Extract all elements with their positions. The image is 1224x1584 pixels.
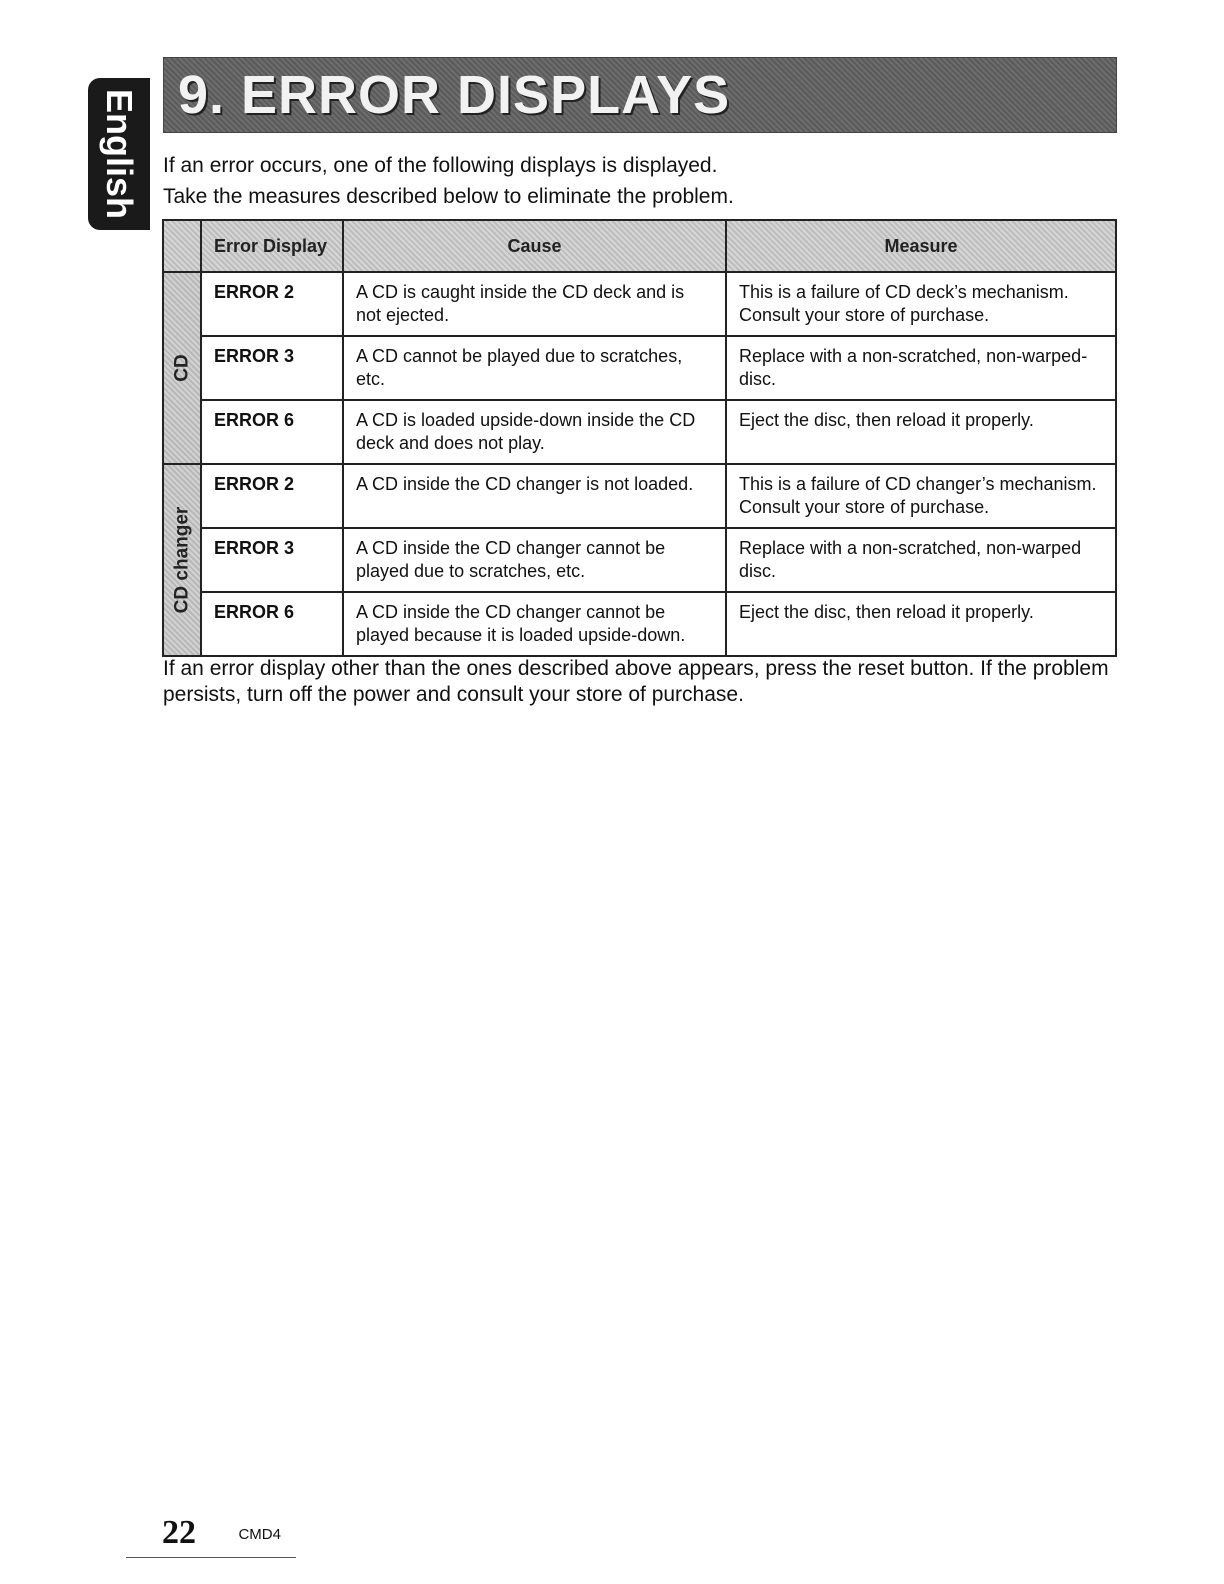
table-row: [163, 528, 1116, 592]
error-table: [162, 219, 1117, 657]
outro-text: If an error display other than the ones described above appears, press the reset button. If the problem persists, turn off the power and consult your store of purchase.: [163, 657, 1109, 706]
intro-line: If an error occurs, one of the following displays is displayed.: [163, 154, 718, 177]
error-cause: A CD cannot be played due to scratches, etc.: [343, 336, 726, 400]
header-cause: Cause: [343, 220, 726, 272]
page-title: 9. ERROR DISPLAYS: [178, 65, 731, 125]
table-row: [163, 592, 1116, 656]
table-row: [163, 464, 1116, 528]
group-label: CD: [171, 354, 193, 382]
intro-line: Take the measures described below to eliminate the problem.: [163, 185, 734, 208]
page-number: 22: [162, 1514, 196, 1551]
language-tab: [88, 78, 150, 230]
error-measure: This is a failure of CD deck’s mechanism. Consult your store of purchase.: [726, 272, 1116, 336]
error-measure: This is a failure of CD changer’s mechanism. Consult your store of purchase.: [726, 464, 1116, 528]
error-code: ERROR 2: [201, 272, 343, 336]
error-code: ERROR 3: [201, 528, 343, 592]
group-label: CD changer: [171, 506, 193, 614]
table-row: [163, 336, 1116, 400]
error-code: ERROR 6: [201, 400, 343, 464]
language-tab-label: English: [99, 88, 140, 220]
error-code: ERROR 2: [201, 464, 343, 528]
error-measure: Replace with a non-scratched, non-warped-disc.: [726, 336, 1116, 400]
error-cause: A CD is caught inside the CD deck and is not ejected.: [343, 272, 726, 336]
header-error-display: Error Display: [201, 220, 343, 272]
page-footer: [162, 1514, 281, 1552]
error-cause: A CD inside the CD changer is not loaded.: [343, 464, 726, 528]
model-name: CMD4: [238, 1526, 281, 1543]
error-measure: Eject the disc, then reload it properly.: [726, 400, 1116, 464]
table-row: [163, 272, 1116, 336]
intro-text: [163, 150, 734, 212]
error-cause: A CD is loaded upside-down inside the CD deck and does not play.: [343, 400, 726, 464]
header-group-cell: [163, 220, 201, 272]
header-measure: Measure: [726, 220, 1116, 272]
error-code: ERROR 6: [201, 592, 343, 656]
section-title-bar: [163, 57, 1117, 133]
table-row: [163, 400, 1116, 464]
error-code: ERROR 3: [201, 336, 343, 400]
group-label-cd-changer: [163, 464, 201, 656]
error-cause: A CD inside the CD changer cannot be played due to scratches, etc.: [343, 528, 726, 592]
error-cause: A CD inside the CD changer cannot be played because it is loaded upside-down.: [343, 592, 726, 656]
table-header-row: [163, 220, 1116, 272]
error-measure: Replace with a non-scratched, non-warped disc.: [726, 528, 1116, 592]
error-measure: Eject the disc, then reload it properly.: [726, 592, 1116, 656]
group-label-cd: [163, 272, 201, 464]
footer-divider: [126, 1557, 296, 1558]
